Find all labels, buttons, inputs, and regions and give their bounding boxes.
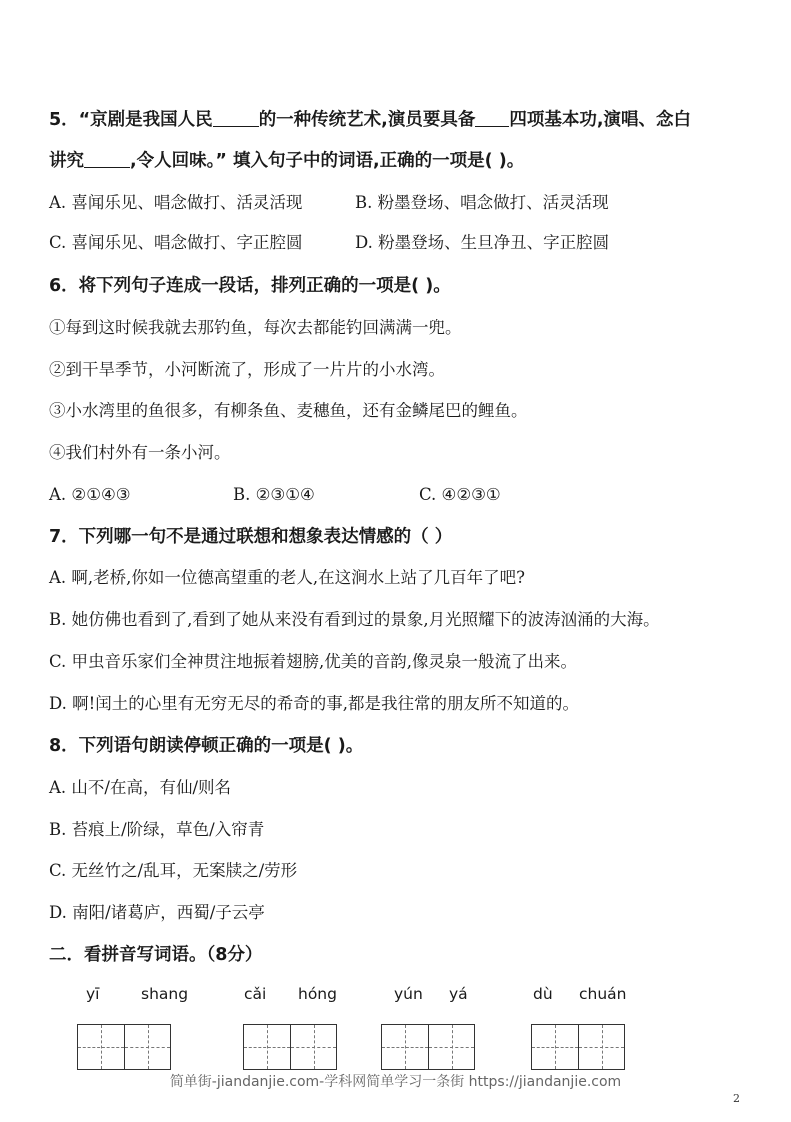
writing-cell[interactable] — [244, 1025, 290, 1069]
q7-option-a: A. 啊,老桥,你如一位德高望重的老人,在这涧水上站了几百年了吧? — [49, 568, 525, 587]
q5-line2 — [49, 149, 524, 173]
writing-cell[interactable] — [428, 1025, 474, 1069]
q5-option-a: A. 喜闻乐见、唱念做打、活灵活现 — [49, 193, 303, 212]
q8-option-d: D. 南阳/诸葛庐，西蜀/子云亭 — [49, 903, 265, 922]
pinyin-2: shang — [141, 985, 189, 1003]
pinyin-6: yá — [449, 985, 468, 1003]
q5-options-row2 — [49, 231, 609, 255]
page-number: 2 — [733, 1092, 740, 1105]
writing-cell[interactable] — [290, 1025, 336, 1069]
q5-text-part1: 5．“京剧是我国人民 — [49, 110, 213, 130]
q7-option-c: C. 甲虫音乐家们全神贯注地振着翅膀,优美的音韵,像灵泉一般流了出来。 — [49, 652, 578, 671]
section-2-title: 二．看拼音写词语。（8分） — [49, 945, 263, 965]
q6-sentence-1: ①每到这时候我就去那钓鱼，每次去都能钓回满满一兜。 — [49, 318, 462, 337]
q5-options-row1 — [49, 191, 609, 215]
pinyin-1: yī — [86, 985, 100, 1003]
writing-cell[interactable] — [578, 1025, 624, 1069]
writing-grid-1[interactable] — [77, 1024, 171, 1070]
pinyin-4: hóng — [298, 985, 337, 1003]
q7-option-d: D. 啊!闰土的心里有无穷无尽的希奇的事,都是我往常的朋友所不知道的。 — [49, 694, 580, 713]
q5-text-part2: 的一种传统艺术,演员要具备 — [258, 110, 476, 130]
pinyin-8: chuán — [579, 985, 627, 1003]
q5-blank-1 — [213, 108, 259, 127]
q5-text-part5: ,令人回味。” 填入句子中的词语,正确的一项是( )。 — [130, 151, 525, 171]
q6-option-c: C. ④②③① — [419, 485, 501, 504]
pinyin-5: yún — [394, 985, 423, 1003]
q7-title: 7．下列哪一句不是通过联想和想象表达情感的（ ） — [49, 527, 453, 547]
footer-watermark: 简单街-jiandanjie.com-学科网简单学习一条街 https://jiandanjie.com — [169, 1074, 622, 1090]
q5-option-c: C. 喜闻乐见、唱念做打、字正腔圆 — [49, 233, 303, 252]
q5-text-part4: 讲究 — [49, 151, 84, 171]
q7-option-b: B. 她仿佛也看到了,看到了她从来没有看到过的景象,月光照耀下的波涛汹涌的大海。 — [49, 610, 660, 629]
q6-options — [49, 483, 501, 507]
pinyin-row — [0, 985, 791, 1009]
q5-option-b: B. 粉墨登场、唱念做打、活灵活现 — [355, 193, 609, 212]
q8-option-a: A. 山不/在高，有仙/则名 — [49, 778, 232, 797]
q6-sentence-3: ③小水湾里的鱼很多，有柳条鱼、麦穗鱼，还有金鳞尾巴的鲤鱼。 — [49, 401, 528, 420]
q8-title: 8．下列语句朗读停顿正确的一项是( )。 — [49, 736, 364, 756]
q6-title: 6．将下列句子连成一段话，排列正确的一项是( )。 — [49, 276, 451, 296]
writing-cell[interactable] — [78, 1025, 124, 1069]
q6-sentence-2: ②到干旱季节，小河断流了，形成了一片片的小水湾。 — [49, 360, 445, 379]
q8-option-b: B. 苔痕上/阶绿，草色/入帘青 — [49, 820, 265, 839]
pinyin-7: dù — [533, 985, 553, 1003]
q8-option-c: C. 无丝竹之/乱耳，无案牍之/劳形 — [49, 861, 298, 880]
q5-blank-3 — [84, 149, 130, 168]
q5-text-part3: 四项基本功,演唱、念白 — [509, 110, 691, 130]
q5-blank-2 — [475, 108, 509, 127]
writing-cell[interactable] — [532, 1025, 578, 1069]
q5-option-d: D. 粉墨登场、生旦净丑、字正腔圆 — [355, 233, 610, 252]
q6-option-b: B. ②③①④ — [233, 485, 315, 504]
writing-grid-3[interactable] — [381, 1024, 475, 1070]
writing-cell[interactable] — [124, 1025, 170, 1069]
q6-option-a: A. ②①④③ — [49, 485, 131, 504]
q5-line1 — [49, 108, 691, 132]
pinyin-3: cǎi — [244, 985, 267, 1003]
writing-grid-4[interactable] — [531, 1024, 625, 1070]
q6-sentence-4: ④我们村外有一条小河。 — [49, 443, 231, 462]
writing-grid-2[interactable] — [243, 1024, 337, 1070]
writing-cell[interactable] — [382, 1025, 428, 1069]
